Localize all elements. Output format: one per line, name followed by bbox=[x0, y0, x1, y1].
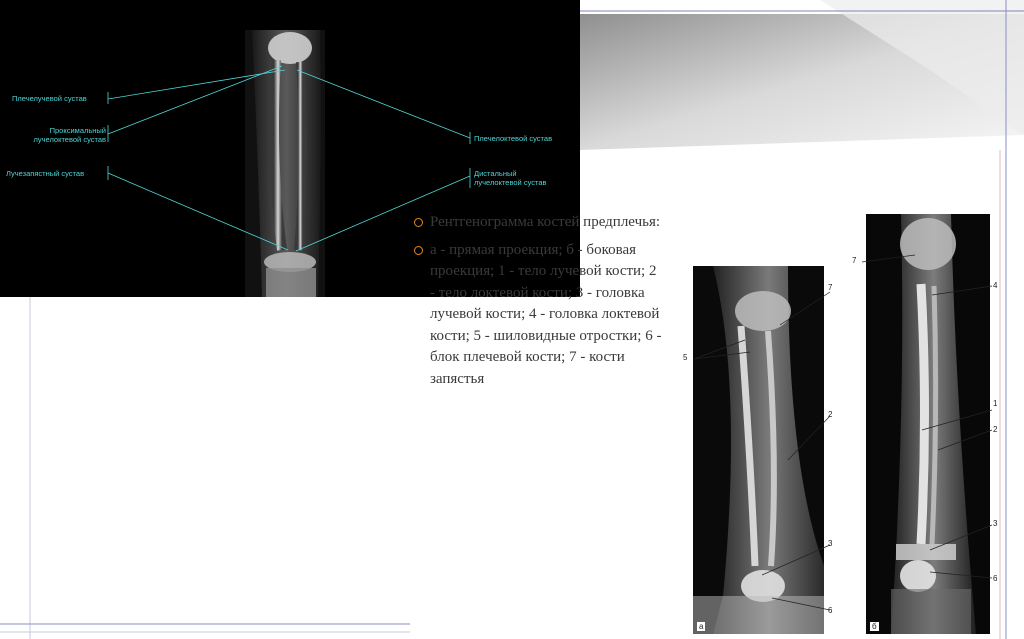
label-distal-radioulnar-joint: Дистальный лучелоктевой сустав bbox=[474, 169, 547, 187]
label-radiocarpal-joint: Лучезапястный сустав bbox=[6, 169, 85, 178]
caption-title: Рентгенограмма костей предплечья: bbox=[430, 214, 661, 230]
label-humeroradial-joint: Плечелучевой сустав bbox=[12, 94, 87, 103]
panel-a-letter: а bbox=[699, 622, 704, 631]
caption-body: а - прямая проекция; б - боковая проекция; 1 - тело лучевой кости; 2 - тело локтевой кости; 3 - головка лучевой кости; 4 - головка локтевой кости; 5 - шиловидные отростки; 6 - блок плечевой кости; 7 - кости запястья bbox=[430, 241, 662, 387]
label-humeroulnar-joint: Плечелоктевой сустав bbox=[474, 134, 553, 143]
panel-b-number-3: 3 bbox=[993, 519, 998, 528]
panel-b-leader-lines bbox=[850, 250, 1000, 590]
panel-b-number-2: 2 bbox=[993, 425, 998, 434]
panel-a-number-6: 6 bbox=[828, 606, 833, 615]
bullet-icon bbox=[414, 218, 423, 227]
caption-title-item bbox=[412, 212, 662, 234]
panel-b-letter: б bbox=[872, 622, 877, 631]
panel-b-number-4: 4 bbox=[993, 281, 998, 290]
bullet-icon bbox=[414, 246, 423, 255]
panel-a-number-7: 7 bbox=[828, 283, 833, 292]
panel-b-number-1: 1 bbox=[993, 399, 998, 408]
label-proximal-radioulnar-joint: Проксимальный лучелоктевой сустав bbox=[33, 126, 106, 144]
panel-a-number-2: 2 bbox=[828, 410, 833, 419]
panel-b-number-6: 6 bbox=[993, 574, 998, 583]
caption bbox=[412, 212, 662, 396]
panel-a-number-3: 3 bbox=[828, 539, 833, 548]
panel-a-leader-lines bbox=[680, 280, 840, 639]
caption-body-item bbox=[412, 240, 662, 391]
panel-b-number-7: 7 bbox=[852, 256, 857, 265]
panel-a-number-5: 5 bbox=[683, 353, 688, 362]
